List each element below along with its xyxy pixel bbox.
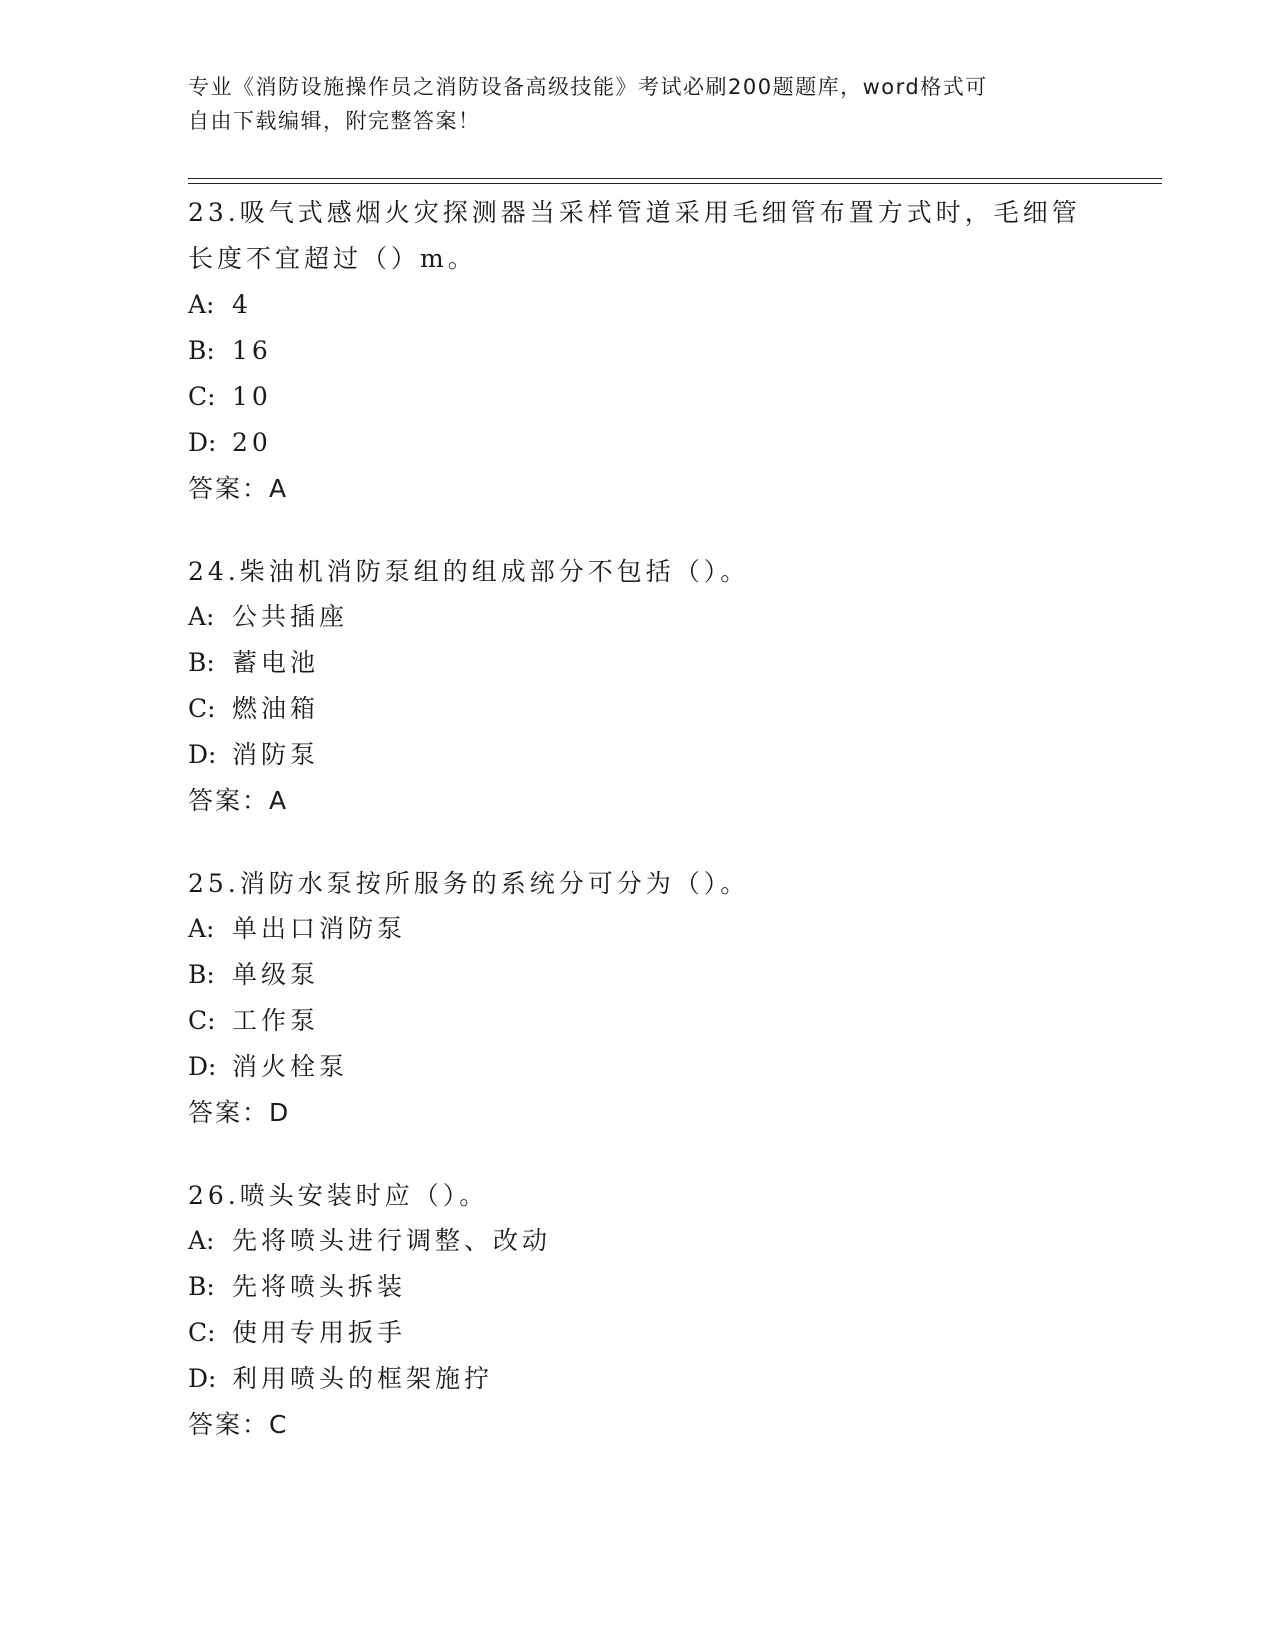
option-text: 16	[232, 336, 272, 365]
answer-line: 答案：D	[188, 1098, 291, 1127]
option-c	[188, 686, 1088, 732]
option-label: D:	[188, 1052, 217, 1081]
question-stem: 26.喷头安装时应（）。	[188, 1181, 489, 1210]
question-stem	[188, 188, 1088, 282]
option-label: A:	[188, 1226, 215, 1255]
header-line-2: 自由下载编辑，附完整答案！	[188, 109, 481, 133]
option-label: A:	[188, 290, 215, 319]
option-text: 20	[232, 428, 272, 457]
question-24	[188, 548, 1088, 824]
option-b	[188, 328, 1088, 374]
answer-line: 答案：C	[188, 1410, 289, 1439]
option-label: B:	[188, 648, 215, 677]
question-stem: 24.柴油机消防泵组的组成部分不包括（）。	[188, 557, 750, 586]
option-c	[188, 998, 1088, 1044]
option-text: 单级泵	[232, 960, 320, 989]
question-stem-line: 长度不宜超过（）m。	[188, 244, 477, 273]
option-label: A:	[188, 602, 215, 631]
option-text: 燃油箱	[232, 694, 320, 723]
option-text: 利用喷头的框架施拧	[232, 1364, 494, 1393]
option-a	[188, 906, 1088, 952]
option-label: C:	[188, 382, 216, 411]
question-stem-line: 23.吸气式感烟火灾探测器当采样管道采用毛细管布置方式时，毛细管	[188, 198, 1081, 227]
option-text: 先将喷头拆装	[232, 1272, 407, 1301]
option-text: 蓄电池	[232, 648, 320, 677]
option-text: 4	[232, 290, 252, 319]
option-c	[188, 1310, 1088, 1356]
option-a	[188, 1218, 1088, 1264]
answer-line: 答案：A	[188, 474, 289, 503]
option-d	[188, 1044, 1088, 1090]
option-text: 使用专用扳手	[232, 1318, 407, 1347]
question-stem: 25.消防水泵按所服务的系统分可分为（）。	[188, 869, 750, 898]
option-d	[188, 1356, 1088, 1402]
header-line-1: 专业《消防设施操作员之消防设备高级技能》考试必刷200题题库，word格式可	[188, 75, 988, 99]
header-divider-bottom	[188, 183, 1162, 184]
option-b	[188, 640, 1088, 686]
header-divider-top	[188, 178, 1162, 179]
option-d	[188, 420, 1088, 466]
option-b	[188, 952, 1088, 998]
question-list	[188, 188, 1088, 1484]
question-26	[188, 1172, 1088, 1448]
option-text: 先将喷头进行调整、改动	[232, 1226, 552, 1255]
option-text: 10	[232, 382, 272, 411]
answer-line: 答案：A	[188, 786, 289, 815]
option-a	[188, 282, 1088, 328]
option-label: B:	[188, 960, 215, 989]
option-a	[188, 594, 1088, 640]
option-label: D:	[188, 1364, 217, 1393]
option-label: C:	[188, 1318, 216, 1347]
question-25	[188, 860, 1088, 1136]
option-label: D:	[188, 428, 217, 457]
option-text: 消火栓泵	[232, 1052, 349, 1081]
option-text: 消防泵	[232, 740, 320, 769]
option-label: C:	[188, 1006, 216, 1035]
document-header	[188, 70, 1088, 138]
option-text: 工作泵	[232, 1006, 320, 1035]
option-text: 单出口消防泵	[232, 914, 407, 943]
option-label: B:	[188, 1272, 215, 1301]
option-c	[188, 374, 1088, 420]
option-label: A:	[188, 914, 215, 943]
question-23	[188, 188, 1088, 512]
option-label: B:	[188, 336, 215, 365]
option-b	[188, 1264, 1088, 1310]
option-label: C:	[188, 694, 216, 723]
option-text: 公共插座	[232, 602, 349, 631]
option-label: D:	[188, 740, 217, 769]
option-d	[188, 732, 1088, 778]
